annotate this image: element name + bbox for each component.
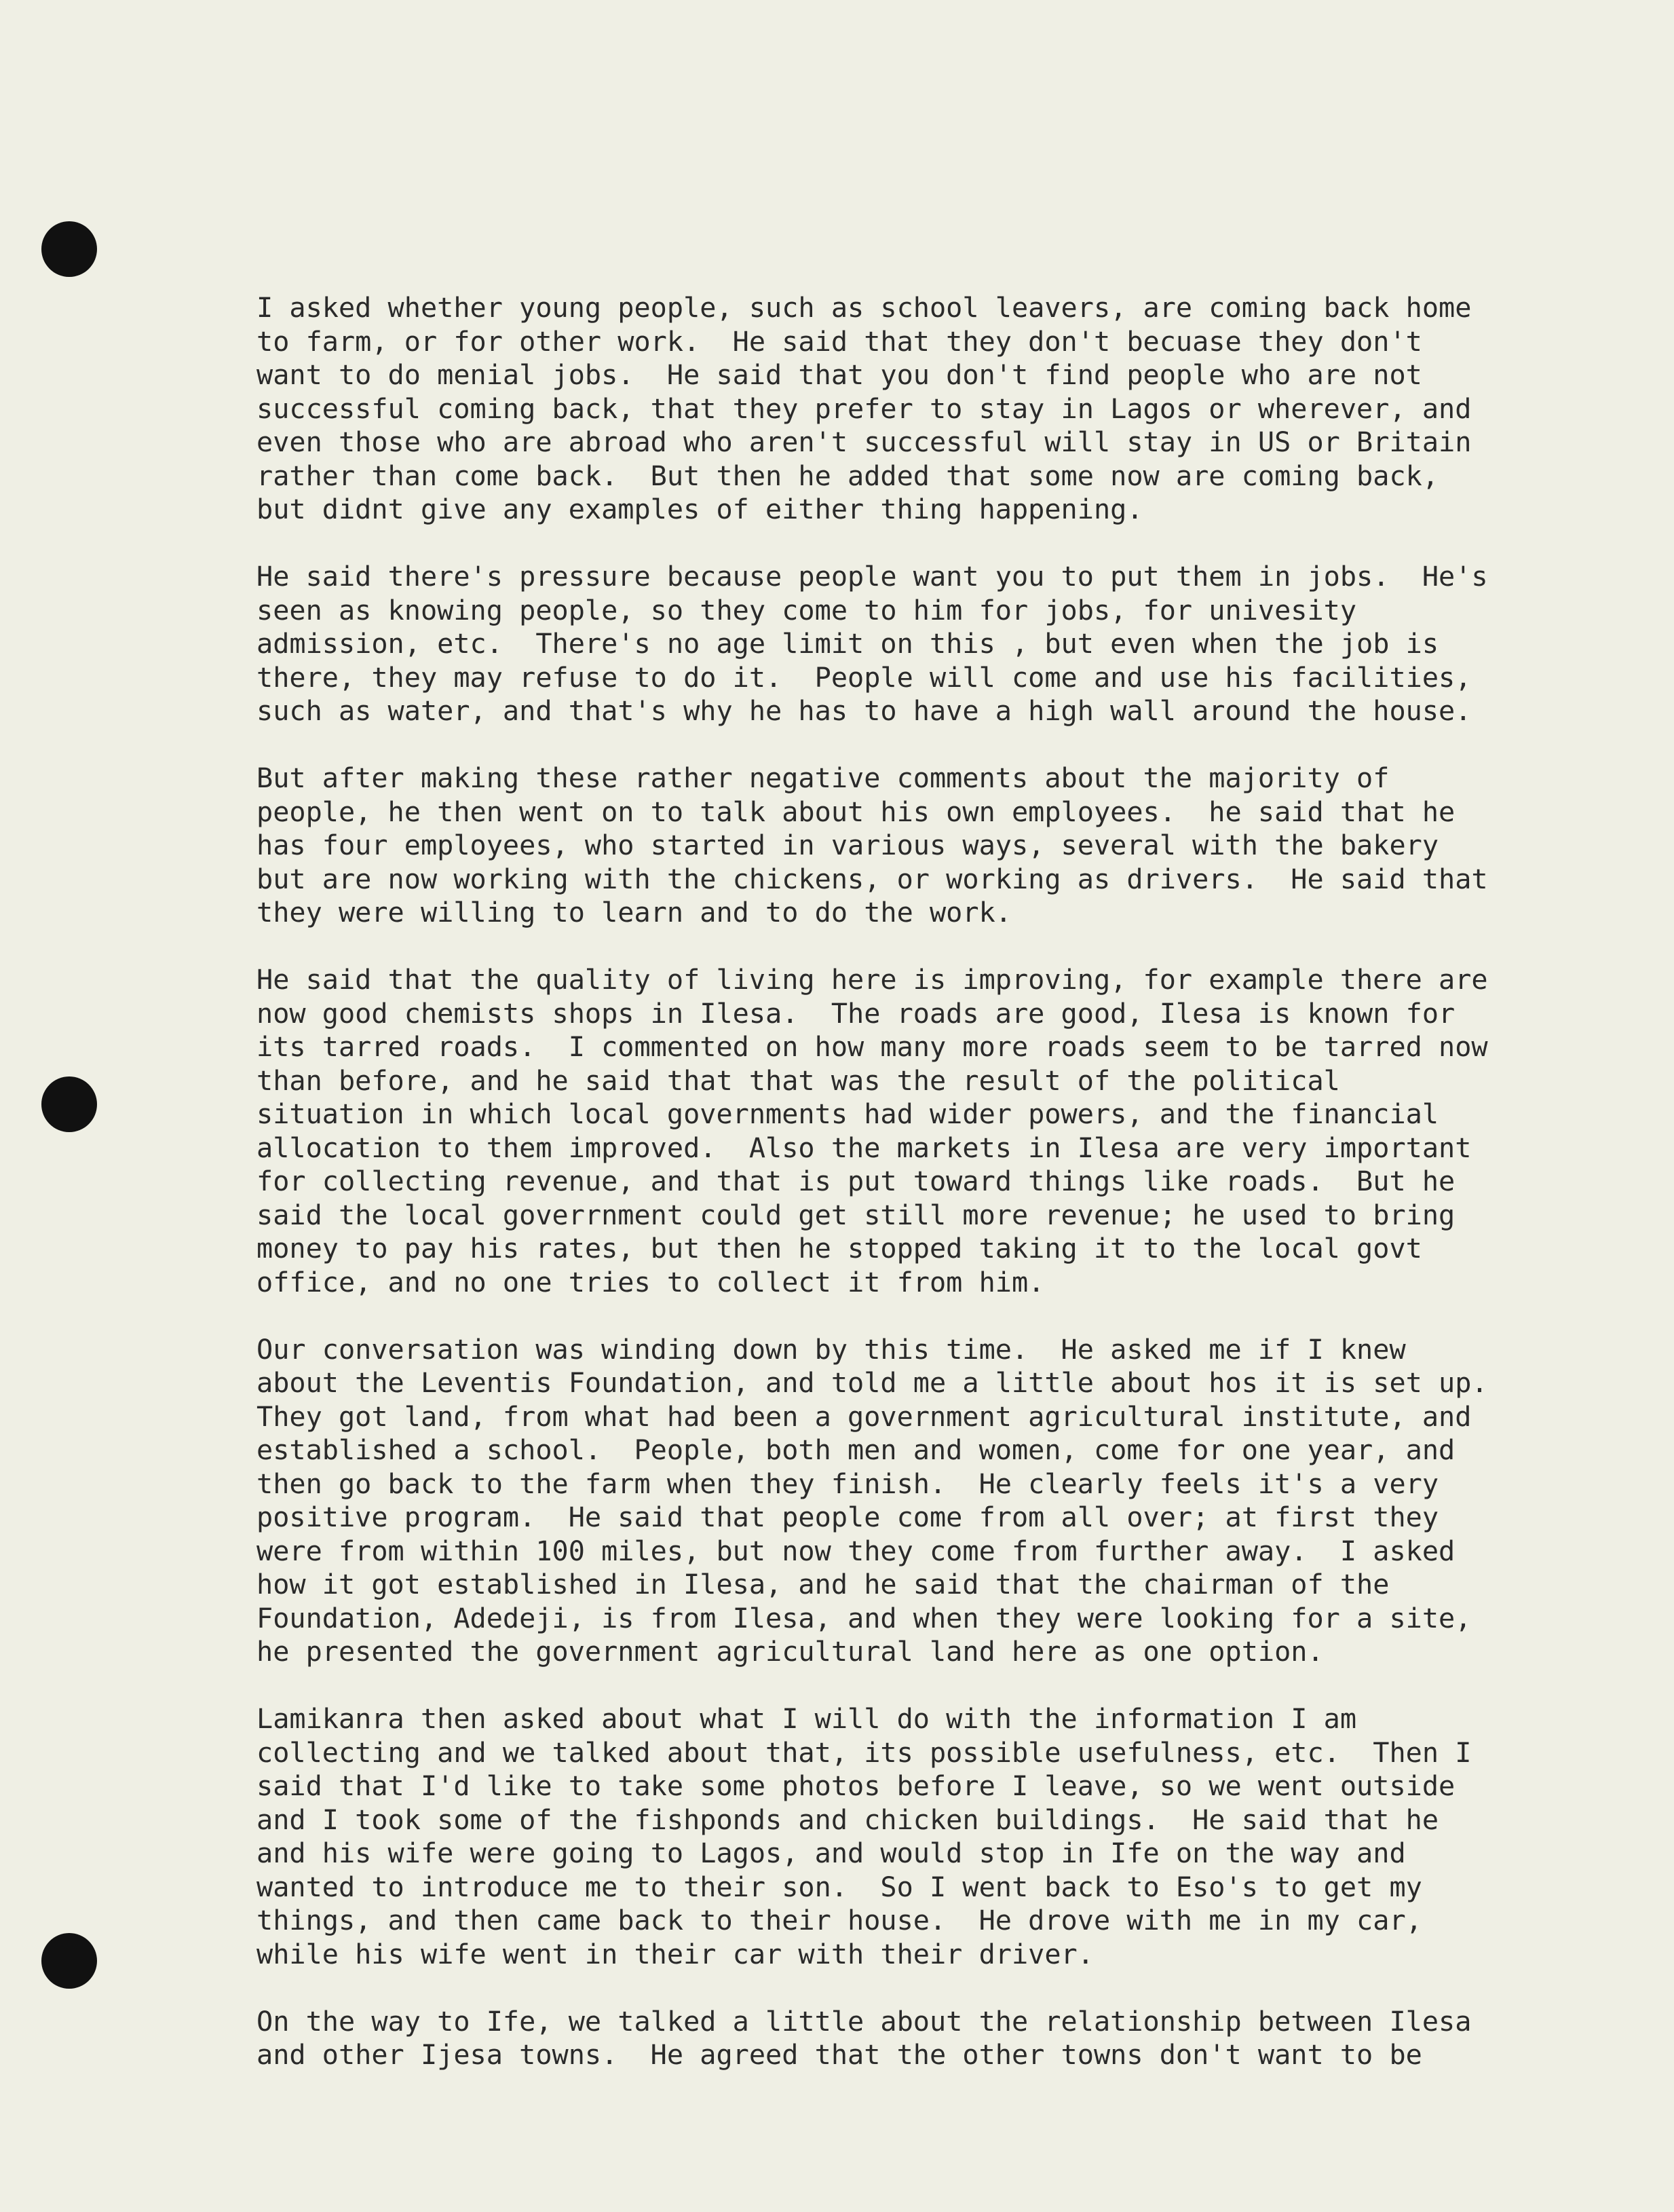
text-line: than before, and he said that that was the result of the political (256, 1065, 1340, 1097)
text-line: they were willing to learn and to do the work. (256, 897, 1012, 929)
text-line: while his wife went in their car with their driver. (256, 1938, 1094, 1970)
text-line: and other Ijesa towns. He agreed that the other towns don't want to be (256, 2040, 1422, 2071)
text-line: were from within 100 miles, but now they come from further away. I asked (256, 1535, 1456, 1567)
text-line: such as water, and that's why he has to have a high wall around the house. (256, 696, 1472, 727)
text-line: He said there's pressure because people want you to put them in jobs. He's (256, 561, 1488, 593)
text-line: and I took some of the fishponds and chicken buildings. He said that he (256, 1804, 1439, 1836)
text-line: and his wife were going to Lagos, and would stop in Ife on the way and (256, 1838, 1406, 1869)
text-line: want to do menial jobs. He said that you don't find people who are not (256, 360, 1422, 391)
text-line: I asked whether young people, such as school leavers, are coming back home (256, 293, 1472, 324)
text-line: collecting and we talked about that, its possible usefulness, etc. Then I (256, 1737, 1472, 1769)
text-line: office, and no one tries to collect it from him. (256, 1267, 1045, 1298)
text-line: for collecting revenue, and that is put toward things like roads. But he (256, 1166, 1456, 1197)
paragraph (256, 1703, 1519, 1972)
text-line: he presented the government agricultural land here as one option. (256, 1636, 1324, 1668)
binder-hole-top (41, 221, 97, 277)
text-line: but didnt give any examples of either thing happening. (256, 494, 1143, 525)
text-line: Lamikanra then asked about what I will do with the information I am (256, 1704, 1357, 1735)
paragraph (256, 762, 1519, 931)
text-line: seen as knowing people, so they come to him for jobs, for univesity (256, 595, 1357, 626)
paragraph (256, 2006, 1519, 2073)
text-line: things, and then came back to their house. He drove with me in my car, (256, 1905, 1422, 1936)
text-line: even those who are abroad who aren't successful will stay in US or Britain (256, 427, 1472, 458)
text-line: people, he then went on to talk about his own employees. he said that he (256, 796, 1456, 828)
text-line: admission, etc. There's no age limit on this , but even when the job is (256, 629, 1439, 660)
paragraph (256, 561, 1519, 729)
text-line: said that I'd like to take some photos before I leave, so we went outside (256, 1771, 1456, 1802)
text-line: has four employees, who started in various ways, several with the bakery (256, 830, 1439, 861)
paragraph (256, 292, 1519, 527)
paragraph (256, 1334, 1519, 1670)
paragraph (256, 964, 1519, 1300)
text-line: positive program. He said that people come from all over; at first they (256, 1502, 1439, 1533)
text-line: wanted to introduce me to their son. So I went back to Eso's to get my (256, 1871, 1422, 1903)
text-line: said the local goverrnment could get still more revenue; he used to bring (256, 1199, 1456, 1231)
text-line: Foundation, Adedeji, is from Ilesa, and when they were looking for a site, (256, 1602, 1472, 1634)
text-line: how it got established in Ilesa, and he said that the chairman of the (256, 1569, 1390, 1600)
text-line: They got land, from what had been a government agricultural institute, and (256, 1401, 1472, 1433)
text-line: there, they may refuse to do it. People will come and use his facilities, (256, 662, 1472, 694)
text-line: established a school. People, both men and women, come for one year, and (256, 1435, 1456, 1466)
text-line: money to pay his rates, but then he stopped taking it to the local govt (256, 1233, 1422, 1264)
text-line: about the Leventis Foundation, and told me a little about hos it is set up. (256, 1368, 1488, 1399)
binder-hole-bottom (41, 1933, 97, 1989)
binder-hole-middle (41, 1076, 97, 1132)
text-line: its tarred roads. I commented on how many more roads seem to be tarred now (256, 1032, 1488, 1063)
text-line: Our conversation was winding down by this time. He asked me if I knew (256, 1334, 1406, 1366)
document-body (256, 292, 1519, 2106)
text-line: to farm, or for other work. He said that they don't becuase they don't (256, 326, 1422, 358)
text-line: successful coming back, that they prefer to stay in Lagos or wherever, and (256, 393, 1472, 425)
text-line: He said that the quality of living here is improving, for example there are (256, 964, 1488, 996)
text-line: rather than come back. But then he added that some now are coming back, (256, 460, 1439, 492)
text-line: but are now working with the chickens, or working as drivers. He said that (256, 863, 1488, 895)
text-line: now good chemists shops in Ilesa. The roads are good, Ilesa is known for (256, 998, 1456, 1030)
text-line: On the way to Ife, we talked a little about the relationship between Ilesa (256, 2006, 1472, 2038)
text-line: then go back to the farm when they finish. He clearly feels it's a very (256, 1468, 1439, 1500)
text-line: situation in which local governments had wider powers, and the financial (256, 1099, 1439, 1130)
text-line: But after making these rather negative comments about the majority of (256, 763, 1390, 794)
text-line: allocation to them improved. Also the markets in Ilesa are very important (256, 1132, 1472, 1164)
